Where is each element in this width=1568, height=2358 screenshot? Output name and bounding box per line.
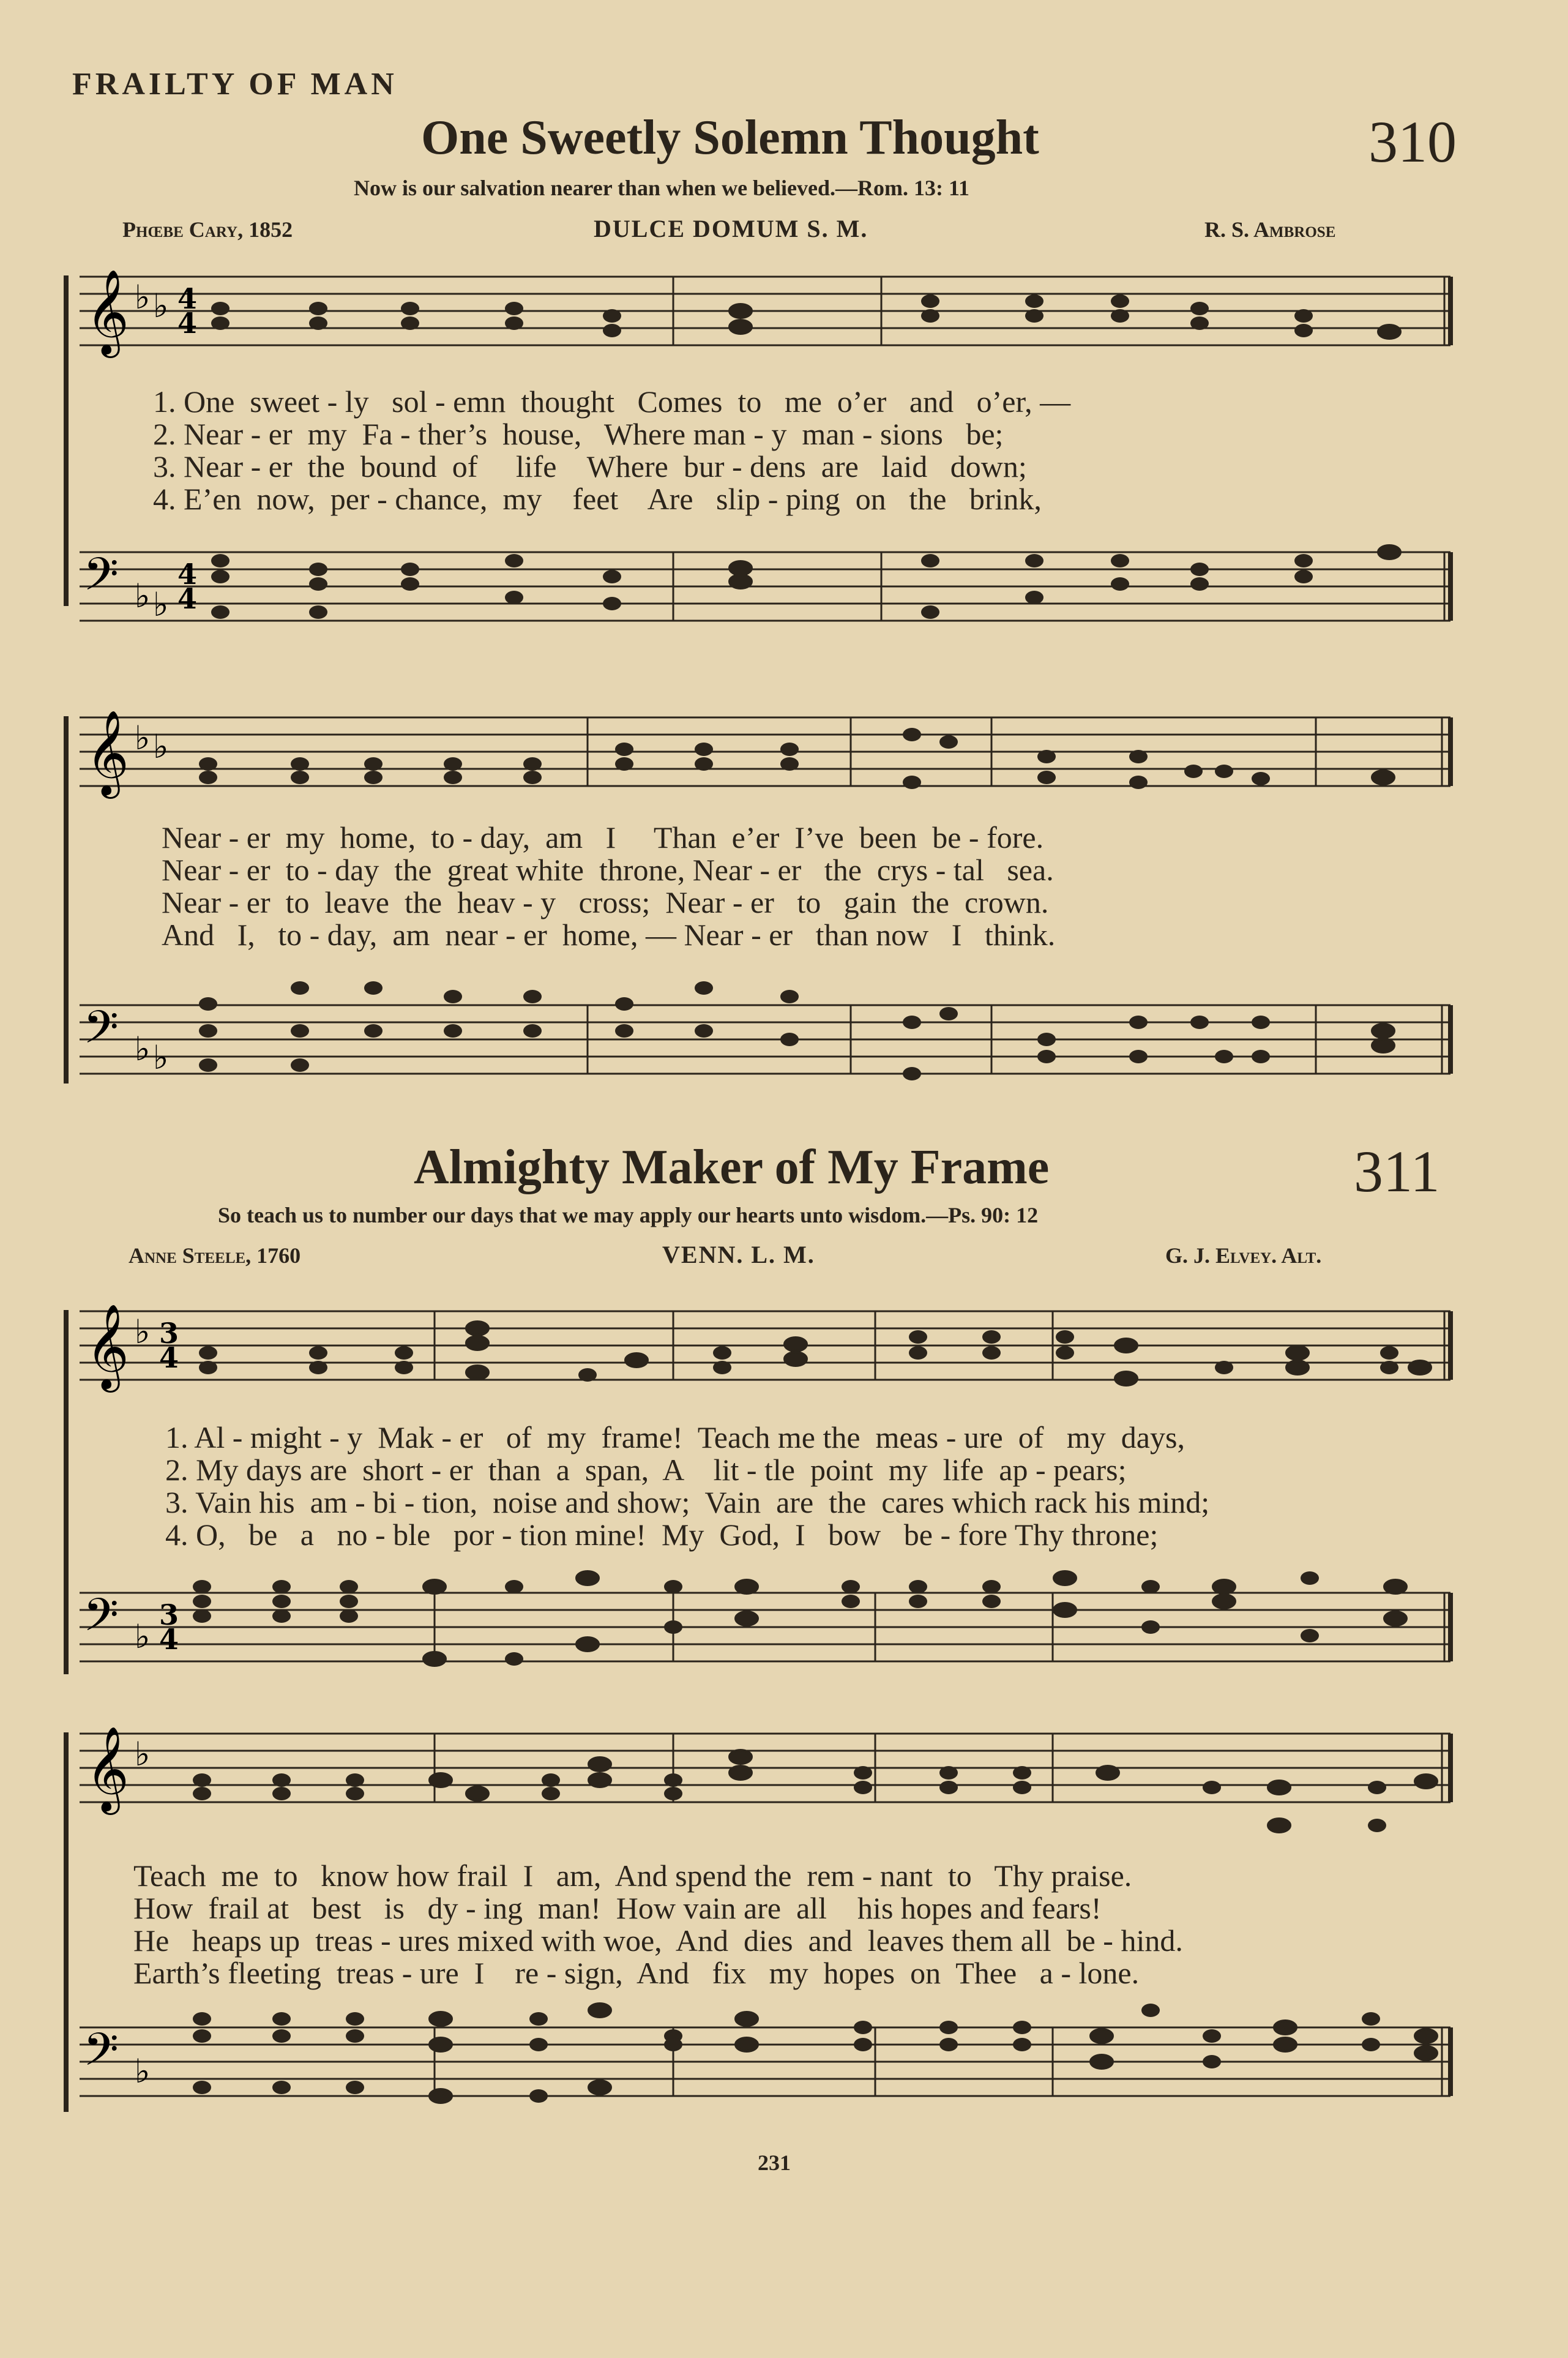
lyric-line: Teach me to know how frail I am, And spend the rem - nant to Thy praise.: [133, 1858, 1132, 1893]
music-staff-treble: [61, 263, 1469, 361]
music-staff-bass: [61, 539, 1469, 637]
lyric-line: 3. Near - er the bound of life Where bur - dens are laid down;: [153, 449, 1027, 484]
hymn-number: 310: [1368, 109, 1457, 174]
svg-text:𝄢: 𝄢: [83, 2023, 119, 2087]
lyric-line: 1. One sweet - ly sol - emn thought Comes to me o’er and o’er, —: [153, 384, 1071, 419]
author-credit: Anne Steele, 1760: [129, 1243, 301, 1268]
svg-text:4: 4: [159, 1341, 179, 1374]
svg-text:4: 4: [177, 558, 198, 591]
lyric-line: He heaps up treas - ures mixed with woe, And dies and leaves them all be - hind.: [133, 1923, 1183, 1958]
svg-text:𝄞: 𝄞: [86, 269, 129, 354]
scripture-verse: Now is our salvation nearer than when we believed.—Rom. 13: 11: [354, 176, 970, 200]
music-staff-treble: [61, 1292, 1469, 1396]
section-heading: FRAILTY OF MAN: [72, 67, 398, 102]
svg-text:4: 4: [159, 1623, 179, 1656]
page-number: 231: [758, 2150, 791, 2175]
svg-text:♭: ♭: [153, 286, 169, 325]
svg-text:𝄢: 𝄢: [83, 548, 119, 612]
svg-text:𝄞: 𝄞: [86, 710, 129, 795]
music-staff-bass: [61, 979, 1469, 1090]
svg-text:4: 4: [177, 282, 198, 315]
lyric-line: 4. O, be a no - ble por - tion mine! My God, I bow be - fore Thy throne;: [165, 1518, 1159, 1552]
svg-text:♭: ♭: [135, 577, 151, 615]
svg-text:♭: ♭: [153, 585, 169, 624]
composer-credit: R. S. Ambrose: [1204, 217, 1336, 242]
music-staff-treble: [61, 1720, 1469, 1843]
music-staff-bass: [61, 1573, 1469, 1677]
lyric-line: 3. Vain his am - bi - tion, noise and show; Vain are the cares which rack his mind;: [165, 1485, 1210, 1519]
svg-text:♭: ♭: [153, 727, 169, 766]
svg-text:3: 3: [159, 1317, 179, 1350]
tune-name: DULCE DOMUM S. M.: [594, 215, 868, 242]
lyric-line: 2. My days are short - er than a span, A lit - tle point my life ap - pears;: [165, 1453, 1127, 1487]
composer-credit: G. J. Elvey. Alt.: [1165, 1243, 1322, 1268]
svg-text:♭: ♭: [135, 1030, 151, 1068]
tune-name: VENN. L. M.: [662, 1241, 815, 1268]
lyric-line: Earth’s fleeting treas - ure I re - sign, And fix my hopes on Thee a - lone.: [133, 1956, 1140, 1990]
svg-text:♭: ♭: [135, 1617, 151, 1656]
svg-text:♭: ♭: [135, 2052, 151, 2090]
lyric-line: Near - er to - day the great white throne, Near - er the crys - tal sea.: [162, 853, 1054, 887]
lyric-line: How frail at best is dy - ing man! How vain are all his hopes and fears!: [133, 1891, 1102, 1925]
svg-text:♭: ♭: [135, 1312, 151, 1351]
music-staff-treble: [61, 704, 1469, 802]
scripture-verse: So teach us to number our days that we may apply our hearts unto wisdom.—Ps. 90: 12: [218, 1203, 1039, 1227]
author-credit: Phœbe Cary, 1852: [122, 217, 293, 242]
hymn-number: 311: [1354, 1139, 1440, 1204]
svg-text:4: 4: [177, 582, 198, 615]
hymn-title: One Sweetly Solemn Thought: [421, 111, 1039, 165]
lyric-line: 1. Al - might - y Mak - er of my frame! Teach me the meas - ure of my days,: [165, 1420, 1185, 1454]
lyric-line: 2. Near - er my Fa - ther’s house, Where man - y man - sions be;: [153, 417, 1004, 451]
svg-text:♭: ♭: [135, 719, 151, 757]
svg-text:♭: ♭: [135, 1735, 151, 1773]
lyric-line: And I, to - day, am near - er home, — Near - er than now I think.: [162, 918, 1056, 952]
svg-text:𝄞: 𝄞: [86, 1304, 129, 1389]
lyric-line: Near - er my home, to - day, am I Than e’er I’ve been be - fore.: [162, 820, 1044, 855]
svg-text:3: 3: [159, 1598, 179, 1631]
svg-text:♭: ♭: [135, 278, 151, 316]
music-staff-bass: [61, 2008, 1469, 2118]
svg-text:𝄢: 𝄢: [83, 1001, 119, 1065]
svg-text:𝄞: 𝄞: [86, 1726, 129, 1811]
hymn-title: Almighty Maker of My Frame: [414, 1140, 1050, 1194]
svg-text:4: 4: [177, 307, 198, 340]
lyric-line: Near - er to leave the heav - y cross; Near - er to gain the crown.: [162, 885, 1049, 919]
lyric-line: 4. E’en now, per - chance, my feet Are slip - ping on the brink,: [153, 482, 1042, 516]
svg-text:♭: ♭: [153, 1038, 169, 1077]
svg-text:𝄢: 𝄢: [83, 1589, 119, 1653]
